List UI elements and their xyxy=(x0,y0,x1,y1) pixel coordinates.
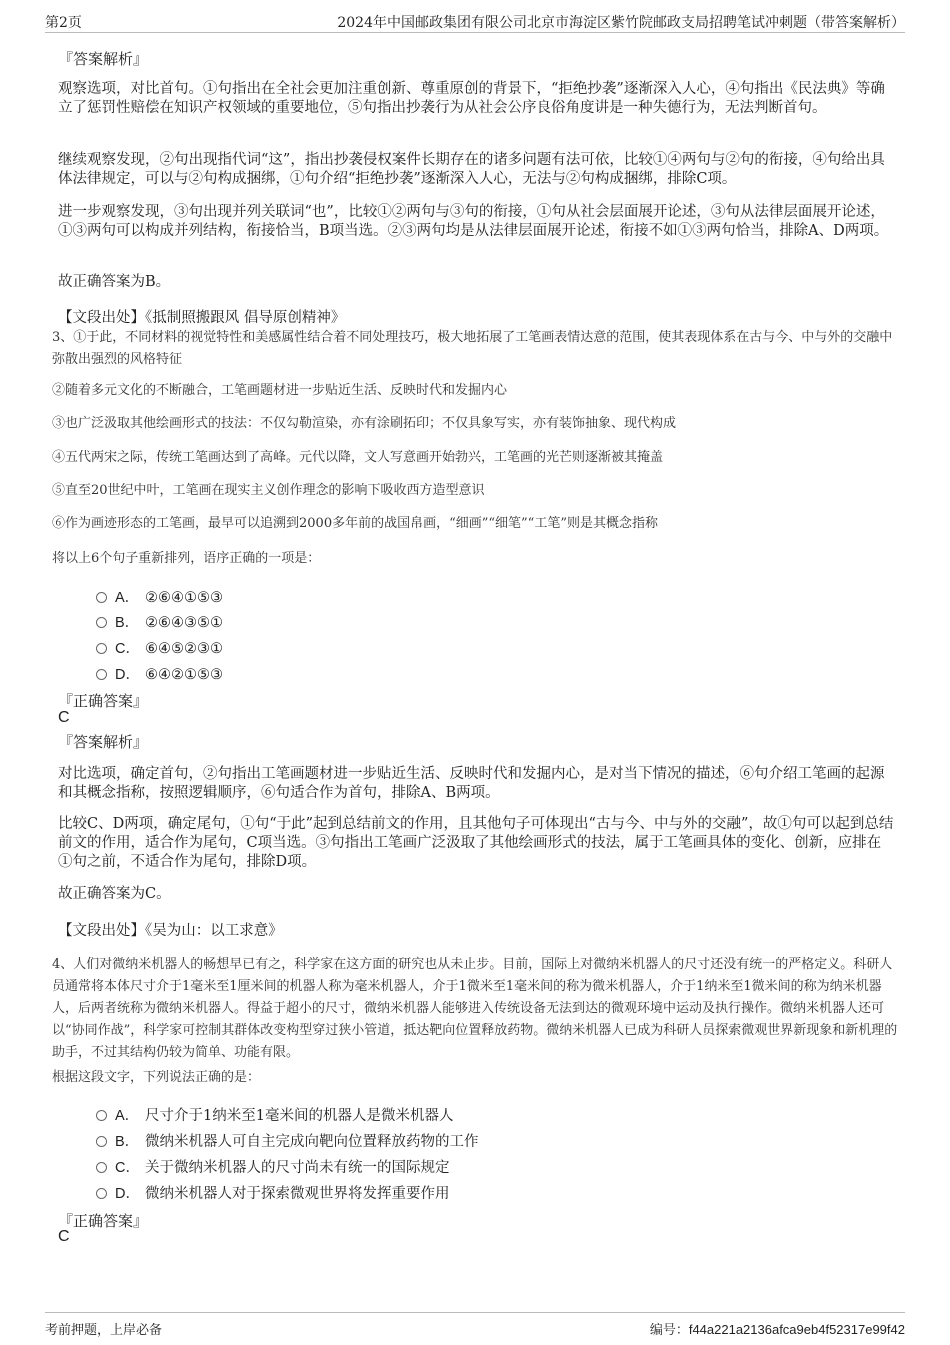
option-b[interactable]: B． 微纳米机器人可自主完成向靶向位置释放药物的工作 xyxy=(96,1130,479,1150)
document-id: 编号：f44a221a2136afca9eb4f52317e99f42 xyxy=(649,1322,905,1337)
analysis-paragraph: 故正确答案为B。 xyxy=(58,274,171,290)
radio-icon[interactable] xyxy=(96,1136,107,1147)
analysis-paragraph: 观察选项，对比首句。①句指出在全社会更加注重创新、尊重原创的背景下，“拒绝抄袭”逐渐深入人心，④句指出《民法典》等确立了惩罚性赔偿在知识产权领域的重要地位，⑤句指出抄袭行为从社会公序良俗角度讲是一种失德行为，无法判断首句。 xyxy=(58,81,885,116)
document-title: 2024年中国邮政集团有限公司北京市海淀区紫竹院邮政支局招聘笔试冲刺题（带答案解析） xyxy=(337,15,905,31)
radio-icon[interactable] xyxy=(96,592,107,603)
source-prefix: 【文段出处】 xyxy=(58,310,145,326)
question-sentence: ②随着多元文化的不断融合，工笔画题材进一步贴近生活、反映时代和发掘内心 xyxy=(52,383,508,398)
footer-slogan: 考前押题，上岸必备 xyxy=(45,1323,163,1338)
question-text: 4、人们对微纳米机器人的畅想早已有之，科学家在这方面的研究也从未止步。目前，国际上对微纳米机器人的尺寸还没有统一的严格定义。科研人员通常将本体尺寸介于1毫米至1厘米间的机器人称为毫米机器人，介于1微米至1毫米间的称为微米机器人，介于1纳米至1微米间的称为纳米机器人，后两者统称为微纳米机器人。得益于超小的尺寸，微纳米机器人能够进入传统设备无法到达的微观环境中运动及执行操作。微纳米机器人还可以“协同作战”，科学家可控制其群体改变构型穿过狭小管道，抵达靶向位置释放药物。微纳米机器人已成为科研人员探索微观世界新现象和新机理的助手，不过其结构仍较为简单、功能有限。 xyxy=(52,957,898,1060)
radio-icon[interactable] xyxy=(96,1110,107,1121)
page-number: 第2页 xyxy=(45,15,82,31)
question-prompt: 将以上6个句子重新排列，语序正确的一项是： xyxy=(52,551,321,566)
question-prompt: 根据这段文字，下列说法正确的是： xyxy=(52,1070,261,1085)
source-citation xyxy=(58,306,345,327)
page-footer xyxy=(45,1312,905,1337)
option-c[interactable]: C． ⑥④⑤②③① xyxy=(96,637,223,657)
analysis-paragraph: 对比选项，确定首句，②句指出工笔画题材进一步贴近生活、反映时代和发掘内心，是对当下情况的描述，⑥句介绍工笔画的起源和其概念指称，按照逻辑顺序，⑥句适合作为首句，排除A、B两项。 xyxy=(58,766,885,801)
option-d[interactable]: D． ⑥④②①⑤③ xyxy=(96,663,223,683)
question-sentence: ⑥作为画迹形态的工笔画，最早可以追溯到2000多年前的战国帛画，“细画”“细笔”“工笔”则是其概念指称 xyxy=(52,516,658,531)
question-sentence: ③也广泛汲取其他绘画形式的技法：不仅勾勒渲染，亦有涂刷拓印；不仅具象写实，亦有装饰抽象、现代构成 xyxy=(52,416,677,431)
option-a[interactable]: A． ②⑥④①⑤③ xyxy=(96,586,223,606)
option-c[interactable]: C． 关于微纳米机器人的尺寸尚未有统一的国际规定 xyxy=(96,1156,450,1176)
analysis-paragraph: 故正确答案为C。 xyxy=(58,886,171,902)
radio-icon[interactable] xyxy=(96,1188,107,1199)
analysis-paragraph: 比较C、D两项，确定尾句，①句“于此”起到总结前文的作用，且其他句子可体现出“古与今、中与外的交融”，故①句可以起到总结前文的作用，适合作为尾句，C项当选。③句指出工笔画广泛汲取了其他绘画形式的技法，属于工笔画具体的变化、创新，应排在①句之前，不适合作为尾句，排除D项。 xyxy=(58,816,894,870)
correct-answer: C xyxy=(58,1228,70,1245)
correct-answer: C xyxy=(58,709,70,726)
analysis-paragraph: 进一步观察发现，③句出现并列关联词“也”，比较①②两句与③句的衔接，①句从社会层面展开论述，③句从法律层面展开论述，①③两句可以构成并列结构，衔接恰当，B项当选。②③两句均是从法律层面展开论述，衔接不如①③两句恰当，排除A、D两项。 xyxy=(58,204,889,239)
correct-answer-label: 『正确答案』 xyxy=(58,1212,149,1230)
question-sentence: ⑤直至20世纪中叶，工笔画在现实主义创作理念的影响下吸收西方造型意识 xyxy=(52,483,485,498)
source-prefix: 【文段出处】 xyxy=(58,923,145,939)
source-citation xyxy=(58,919,283,940)
option-b[interactable]: B． ②⑥④③⑤① xyxy=(96,611,223,631)
correct-answer-label: 『正确答案』 xyxy=(58,692,149,710)
radio-icon[interactable] xyxy=(96,669,107,680)
analysis-paragraph: 继续观察发现，②句出现指代词“这”，指出抄袭侵权案件长期存在的诸多问题有法可依，比较①④两句与②句的衔接，④句给出具体法律规定，可以与②句构成捆绑，①句介绍“拒绝抄袭”逐渐深入人心，无法与②句构成捆绑，排除C项。 xyxy=(58,152,885,187)
source-title: 《抵制照搬跟风 倡导原创精神》 xyxy=(145,310,346,326)
analysis-label: 『答案解析』 xyxy=(58,50,149,68)
radio-icon[interactable] xyxy=(96,617,107,628)
source-title: 《吴为山：以工求意》 xyxy=(145,923,283,939)
radio-icon[interactable] xyxy=(96,1162,107,1173)
radio-icon[interactable] xyxy=(96,643,107,654)
page-header xyxy=(45,10,905,33)
analysis-label: 『答案解析』 xyxy=(58,733,149,751)
question-sentence: 3、①于此，不同材料的视觉特性和美感属性结合着不同处理技巧，极大地拓展了工笔画表情达意的范围，使其表现体系在古与今、中与外的交融中弥散出强烈的风格特征 xyxy=(52,330,893,367)
option-d[interactable]: D． 微纳米机器人对于探索微观世界将发挥重要作用 xyxy=(96,1182,450,1202)
option-a[interactable]: A． 尺寸介于1纳米至1毫米间的机器人是微米机器人 xyxy=(96,1104,453,1124)
question-sentence: ④五代两宋之际，传统工笔画达到了高峰。元代以降，文人写意画开始勃兴，工笔画的光芒则逐渐被其掩盖 xyxy=(52,450,664,465)
